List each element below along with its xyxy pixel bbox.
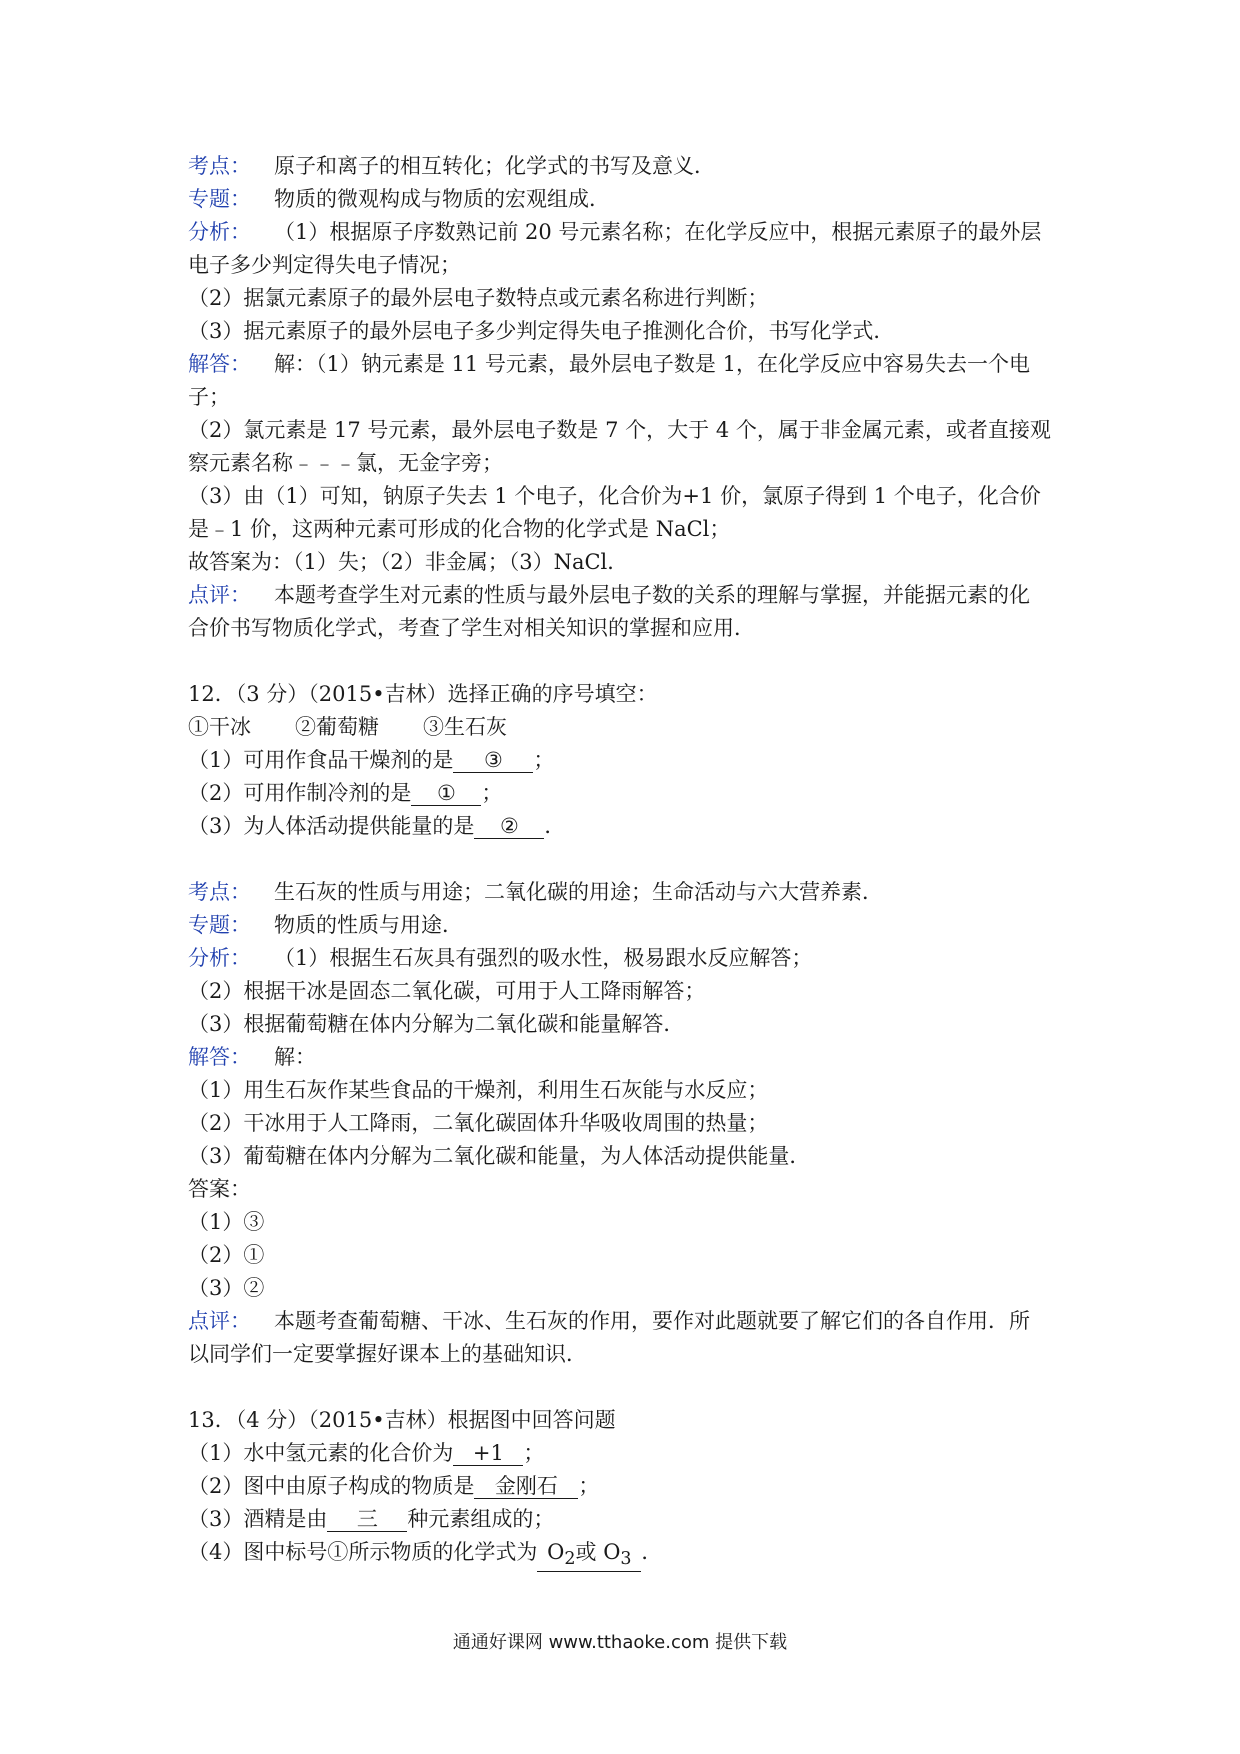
q12-kaodian-label: 考点：: [188, 880, 251, 904]
q12-kaodian-text: 生石灰的性质与用途；二氧化碳的用途；生命活动与六大营养素．: [274, 880, 883, 904]
q13-sub4-formula-o3: 或 O: [575, 1540, 621, 1564]
q12-jieda-text: 解：: [274, 1045, 316, 1069]
q12-answer-label: 答案：: [188, 1177, 251, 1201]
q12-jieda-line: [188, 1041, 1058, 1074]
q12-jieda-2: （2）干冰用于人工降雨，二氧化碳固体升华吸收周围的热量；: [188, 1111, 769, 1135]
q13-sub4-sub-3: 3: [620, 1549, 632, 1570]
jieda-3-cont: 是﹣1 价，这两种元素可形成的化合物的化学式是 NaCl；: [188, 517, 731, 541]
q12-dianping-text: 本题考查葡萄糖、干冰、生石灰的作用，要作对此题就要了解它们的各自作用．所: [274, 1309, 1030, 1333]
q13-sub3-blank: 三: [327, 1507, 407, 1532]
fenxi-line: [188, 216, 1058, 249]
q12-sub1-text: （1）可用作食品干燥剂的是: [188, 748, 454, 772]
q12-sub3-blank: ②: [474, 814, 544, 839]
fenxi-cont: 电子多少判定得失电子情况；: [188, 253, 461, 277]
q12-stem: 12．（3 分）（2015•吉林）选择正确的序号填空：: [188, 682, 658, 706]
q12-fenxi-label: 分析：: [188, 946, 251, 970]
dianping-line: [188, 579, 1058, 612]
jieda-3: （3）由（1）可知，钠原子失去 1 个电子，化合价为+1 价，氯原子得到 1 个电子，化合价: [188, 484, 1041, 508]
q13-sub4-blank: [537, 1540, 641, 1572]
q12-sub1-punct: ；: [533, 748, 555, 772]
q12-dianping-cont: 以同学们一定要掌握好课本上的基础知识．: [188, 1342, 587, 1366]
q12-dianping-label: 点评：: [188, 1309, 251, 1333]
q12-zhuanti-label: 专题：: [188, 913, 251, 937]
q12-answer-3: （3）②: [188, 1276, 265, 1300]
q12-jieda-1: （1）用生石灰作某些食品的干燥剂，利用生石灰能与水反应；: [188, 1078, 769, 1102]
q13-sub2: [188, 1470, 1058, 1503]
q12-sub2-blank: ①: [411, 781, 481, 806]
spacer: [188, 645, 1058, 678]
q13-stem: 13．（4 分）（2015•吉林）根据图中回答问题: [188, 1408, 616, 1432]
q13-sub4: [188, 1536, 1058, 1572]
q13-sub1: [188, 1437, 1058, 1470]
q13-sub4-formula-o2: O: [547, 1540, 565, 1564]
dianping-cont: 合价书写物质化学式，考查了学生对相关知识的掌握和应用．: [188, 616, 755, 640]
zhuanti-text: 物质的微观构成与物质的宏观组成．: [274, 187, 610, 211]
spacer: [188, 1371, 1058, 1404]
fenxi-text: （1）根据原子序数熟记前 20 号元素名称；在化学反应中，根据元素原子的最外层: [274, 220, 1042, 244]
q13-sub4-sub-2: 2: [564, 1549, 576, 1570]
dianping-text: 本题考查学生对元素的性质与最外层电子数的关系的理解与掌握，并能据元素的化: [274, 583, 1030, 607]
q12-sub2-punct: ；: [481, 781, 503, 805]
q12-option-2: ②葡萄糖: [295, 715, 379, 739]
q13-sub4-text: （4）图中标号①所示物质的化学式为: [188, 1540, 538, 1564]
zhuanti-label: 专题：: [188, 187, 251, 211]
fenxi-label: 分析：: [188, 220, 251, 244]
jieda-label: 解答：: [188, 352, 251, 376]
q12-dianping-line: [188, 1305, 1058, 1338]
q12-zhuanti-text: 物质的性质与用途．: [274, 913, 463, 937]
q12-sub2-text: （2）可用作制冷剂的是: [188, 781, 412, 805]
q12-option-1: ①干冰: [188, 715, 251, 739]
q12-answer-1: （1）③: [188, 1210, 265, 1234]
q12-fenxi-2: （2）根据干冰是固态二氧化碳，可用于人工降雨解答；: [188, 979, 706, 1003]
fenxi-2: （2）据氯元素原子的最外层电子数特点或元素名称进行判断；: [188, 286, 769, 310]
jieda-answer: 故答案为：（1）失；（2）非金属；（3）NaCl．: [188, 550, 629, 574]
q12-kaodian-line: [188, 876, 1058, 909]
q12-fenxi-line: [188, 942, 1058, 975]
q12-fenxi-text: （1）根据生石灰具有强烈的吸水性，极易跟水反应解答；: [274, 946, 813, 970]
q13-sub2-punct: ；: [578, 1474, 600, 1498]
jieda-line: [188, 348, 1058, 381]
q13-sub2-blank: 金刚石: [474, 1474, 578, 1499]
q12-fenxi-3: （3）根据葡萄糖在体内分解为二氧化碳和能量解答．: [188, 1012, 685, 1036]
q12-sub1: [188, 744, 1058, 777]
q12-sub3-text: （3）为人体活动提供能量的是: [188, 814, 475, 838]
jieda-text: 解：（1）钠元素是 11 号元素，最外层电子数是 1，在化学反应中容易失去一个电: [274, 352, 1030, 376]
q13-sub1-blank: +1: [453, 1441, 523, 1466]
q13-sub1-punct: ；: [523, 1441, 545, 1465]
q12-jieda-3: （3）葡萄糖在体内分解为二氧化碳和能量，为人体活动提供能量．: [188, 1144, 811, 1168]
q13-sub3-text: （3）酒精是由: [188, 1507, 328, 1531]
q12-option-3: ③生石灰: [423, 715, 507, 739]
kaodian-line: [188, 150, 1058, 183]
jieda-1-cont: 子；: [188, 385, 230, 409]
q12-zhuanti-line: [188, 909, 1058, 942]
q12-answer-2: （2）①: [188, 1243, 265, 1267]
kaodian-label: 考点：: [188, 154, 251, 178]
zhuanti-line: [188, 183, 1058, 216]
q12-sub3-punct: ．: [544, 814, 566, 838]
q12-jieda-label: 解答：: [188, 1045, 251, 1069]
q13-sub1-text: （1）水中氢元素的化合价为: [188, 1441, 454, 1465]
dianping-label: 点评：: [188, 583, 251, 607]
q12-options: [188, 711, 1058, 744]
document-body: [188, 150, 1058, 1572]
jieda-2-cont: 察元素名称﹣﹣﹣氯，无金字旁；: [188, 451, 503, 475]
q13-sub2-text: （2）图中由原子构成的物质是: [188, 1474, 475, 1498]
q12-sub2: [188, 777, 1058, 810]
spacer: [188, 843, 1058, 876]
q13-sub4-punct: ．: [641, 1540, 663, 1564]
q12-sub1-blank: ③: [453, 748, 533, 773]
q13-sub3: [188, 1503, 1058, 1536]
fenxi-3: （3）据元素原子的最外层电子多少判定得失电子推测化合价，书写化学式．: [188, 319, 895, 343]
q13-sub3-punct: 种元素组成的；: [407, 1507, 555, 1531]
page-footer: 通通好课网 www.tthaoke.com 提供下载: [452, 1632, 788, 1653]
q12-sub3: [188, 810, 1058, 843]
jieda-2: （2）氯元素是 17 号元素，最外层电子数是 7 个，大于 4 个，属于非金属元素，或者直接观: [188, 418, 1051, 442]
kaodian-text: 原子和离子的相互转化；化学式的书写及意义．: [274, 154, 715, 178]
